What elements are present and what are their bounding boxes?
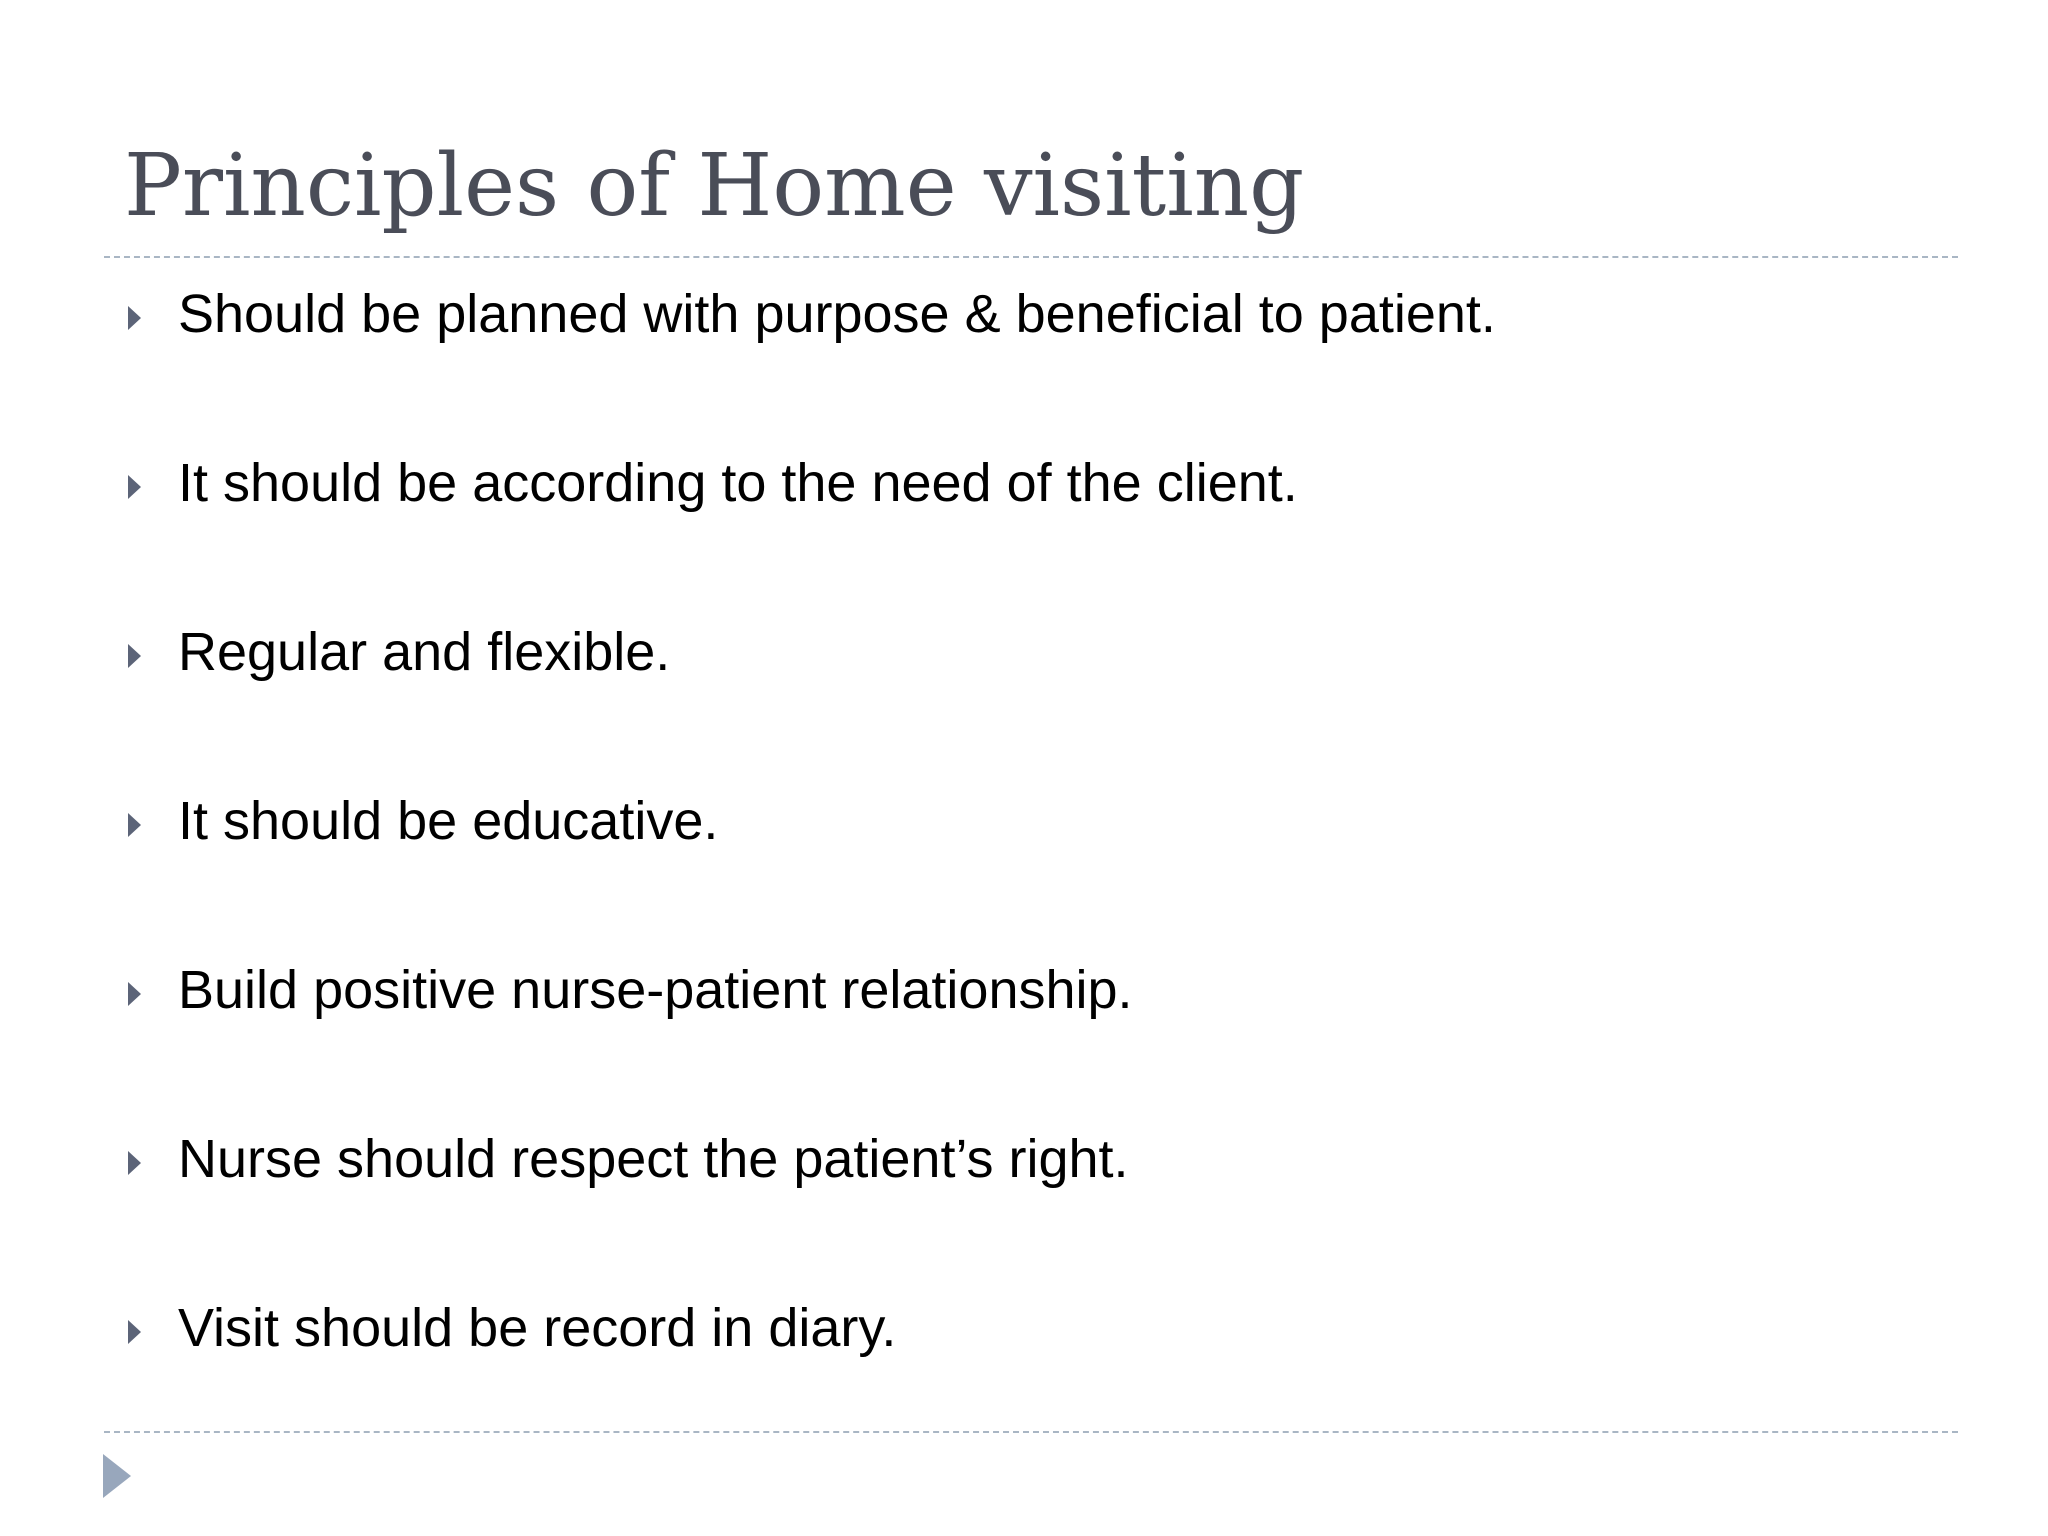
- bullet-item: [124, 451, 1496, 620]
- title-divider: [104, 256, 1958, 258]
- bullet-item: [124, 1296, 1496, 1465]
- bullet-text: Should be planned with purpose & beneficial to patient.: [178, 284, 1496, 344]
- bullet-item: [124, 620, 1496, 789]
- bullet-item: [124, 789, 1496, 958]
- triangle-bullet-icon: [128, 644, 141, 668]
- triangle-bullet-icon: [128, 982, 141, 1006]
- bullet-text: It should be according to the need of the client.: [178, 453, 1298, 513]
- triangle-bullet-icon: [128, 1320, 141, 1344]
- bullet-item: [124, 282, 1496, 451]
- next-slide-arrow-icon[interactable]: [103, 1454, 131, 1498]
- slide-title: Principles of Home visiting: [124, 136, 1305, 236]
- bullet-item: [124, 1127, 1496, 1296]
- triangle-bullet-icon: [128, 475, 141, 499]
- triangle-bullet-icon: [128, 813, 141, 837]
- bullet-text: Visit should be record in diary.: [178, 1298, 897, 1358]
- bullet-text: It should be educative.: [178, 791, 719, 851]
- bullet-list: [124, 282, 1496, 1465]
- bullet-text: Build positive nurse-patient relationship.: [178, 960, 1133, 1020]
- triangle-bullet-icon: [128, 1151, 141, 1175]
- bullet-text: Nurse should respect the patient’s right.: [178, 1129, 1129, 1189]
- triangle-bullet-icon: [128, 306, 141, 330]
- bullet-text: Regular and flexible.: [178, 622, 671, 682]
- footer-divider: [104, 1431, 1958, 1433]
- bullet-item: [124, 958, 1496, 1127]
